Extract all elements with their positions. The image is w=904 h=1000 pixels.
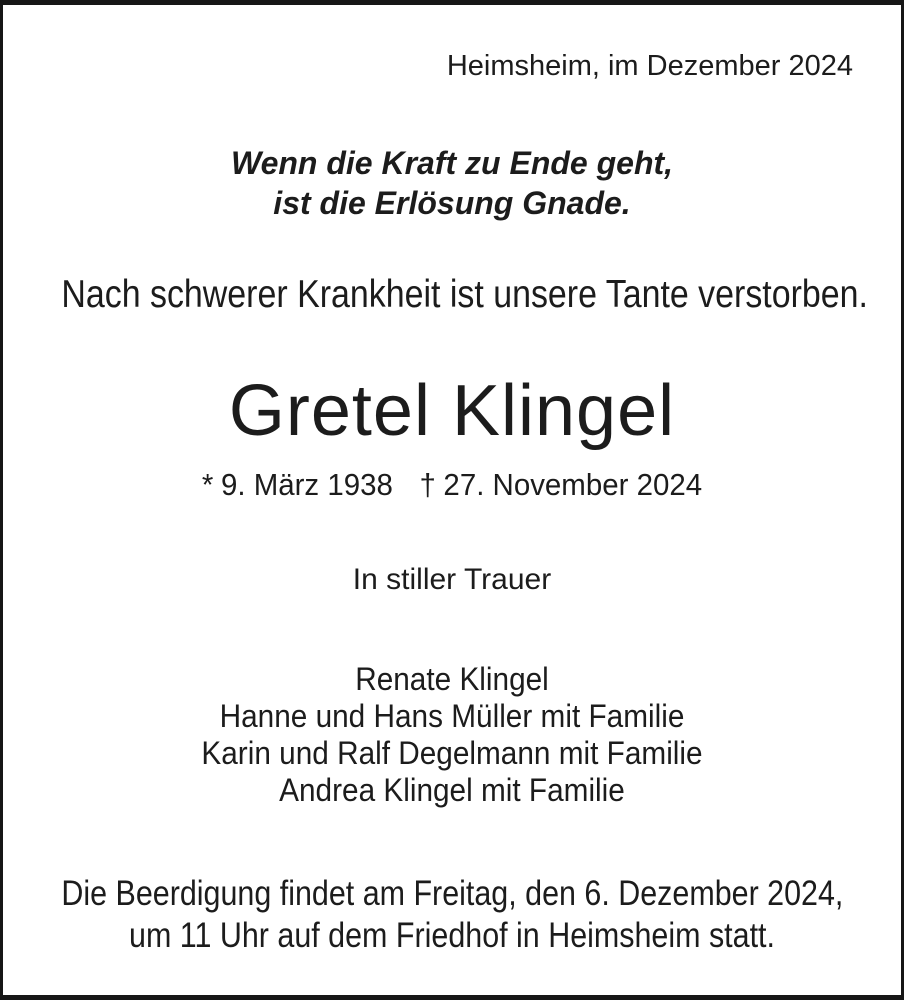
funeral-info <box>61 873 842 957</box>
mourner-line: Renate Klingel <box>355 661 549 697</box>
mourner-line: Karin und Ralf Degelmann mit Familie <box>201 735 703 771</box>
funeral-line-2: um 11 Uhr auf dem Friedhof in Heimsheim statt. <box>129 916 775 955</box>
birth-date <box>202 465 393 505</box>
death-dagger-symbol: † <box>419 467 436 502</box>
life-dates <box>25 465 878 505</box>
deceased-name: Gretel Klingel <box>228 371 676 451</box>
birth-date-text: 9. März 1938 <box>220 467 393 502</box>
funeral-line-1: Die Beerdigung findet am Freitag, den 6. Dezember 2024, <box>61 874 844 913</box>
epigraph-line-2: ist die Erlösung Gnade. <box>273 185 631 221</box>
mourning-phrase: In stiller Trauer <box>352 563 552 596</box>
dateline: Heimsheim, im Dezember 2024 <box>446 50 853 82</box>
mourners-list <box>34 661 869 809</box>
mourner-line: Hanne und Hans Müller mit Familie <box>219 698 685 734</box>
birth-symbol: * <box>201 467 214 502</box>
death-date <box>419 465 702 505</box>
death-date-text: 27. November 2024 <box>443 467 703 502</box>
epigraph <box>3 143 901 223</box>
epigraph-line-1: Wenn die Kraft zu Ende geht, <box>230 145 674 181</box>
announcement-text: Nach schwerer Krankheit ist unsere Tante verstorben. <box>61 273 868 316</box>
mourner-line: Andrea Klingel mit Familie <box>279 772 625 808</box>
